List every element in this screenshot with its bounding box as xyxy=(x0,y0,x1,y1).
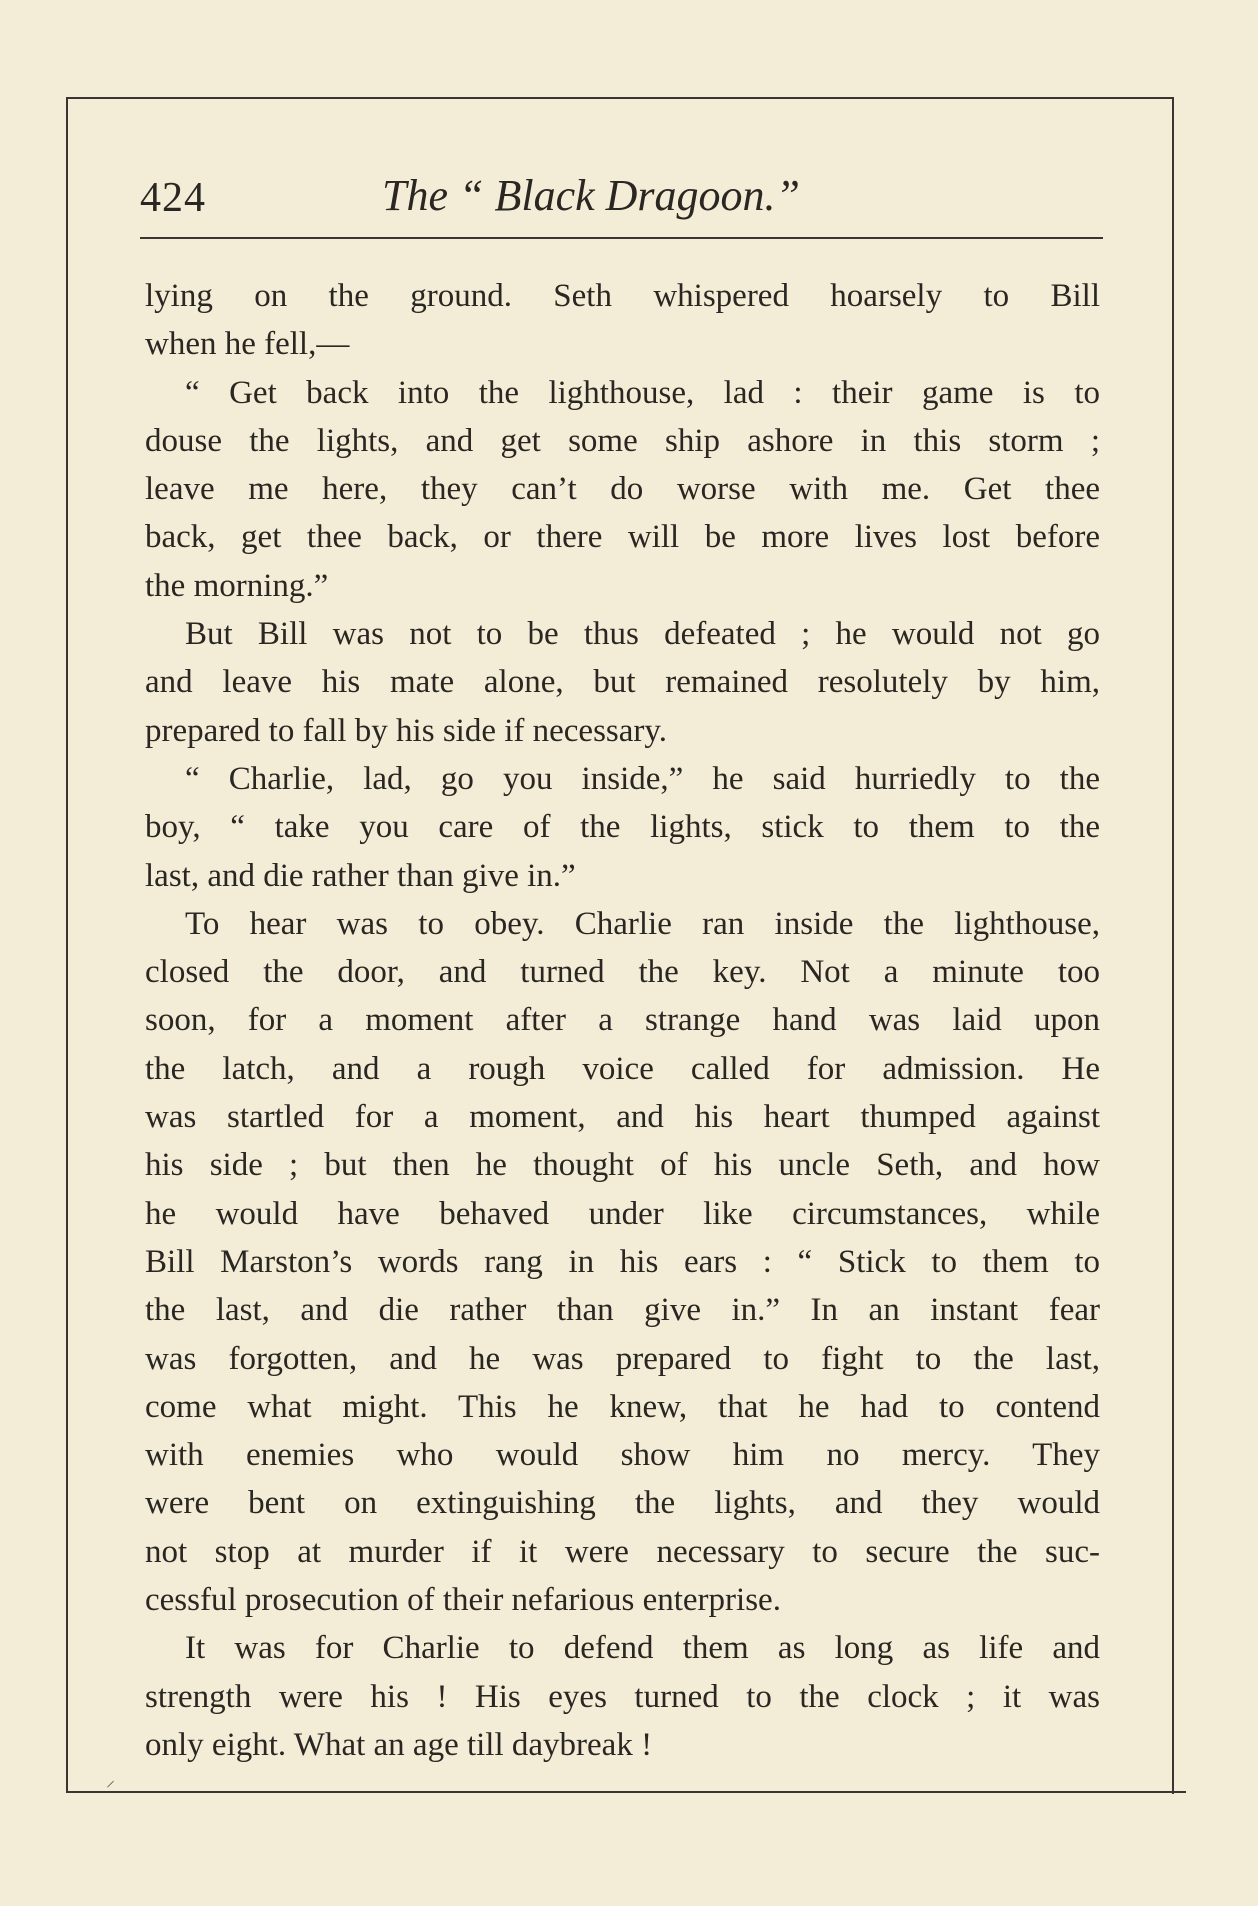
text-line: soon, for a moment after a strange hand was laid upon xyxy=(145,1002,1100,1039)
text-line: was forgotten, and he was prepared to fight to the last, xyxy=(145,1340,1100,1377)
text-line: when he fell,— xyxy=(145,326,350,363)
text-line: It was for Charlie to defend them as long as life and xyxy=(185,1630,1100,1667)
page-frame-top xyxy=(66,97,1172,99)
text-line: prepared to fall by his side if necessary. xyxy=(145,712,668,749)
running-head xyxy=(140,168,1095,230)
text-line: come what might. This he knew, that he had to contend xyxy=(145,1388,1100,1425)
text-line: strength were his ! His eyes turned to the clock ; it was xyxy=(145,1678,1100,1715)
page-number: 424 xyxy=(140,175,206,221)
text-line: not stop at murder if it were necessary to secure the suc- xyxy=(145,1533,1100,1570)
text-line: the morning.” xyxy=(145,567,329,604)
text-line: boy, “ take you care of the lights, stick to them to the xyxy=(145,809,1100,846)
text-line: back, get thee back, or there will be more lives lost before xyxy=(145,519,1100,556)
page-frame-right xyxy=(1172,97,1174,1794)
text-line: leave me here, they can’t do worse with me. Get thee xyxy=(145,471,1100,508)
text-line: the last, and die rather than give in.” In an instant fear xyxy=(145,1292,1100,1329)
text-line: closed the door, and turned the key. Not a minute too xyxy=(145,954,1100,991)
page-frame-left xyxy=(66,97,68,1791)
text-line: Bill Marston’s words rang in his ears : “ Stick to them to xyxy=(145,1243,1100,1280)
text-line: “ Get back into the lighthouse, lad : their game is to xyxy=(185,374,1100,411)
page-frame-bottom xyxy=(66,1791,1186,1793)
text-line: and leave his mate alone, but remained resolutely by him, xyxy=(145,664,1100,701)
text-line: he would have behaved under like circumstances, while xyxy=(145,1195,1100,1232)
body-text xyxy=(145,272,1100,1769)
corner-mark: ⸝ xyxy=(106,1770,115,1790)
text-line: only eight. What an age till daybreak ! xyxy=(145,1726,653,1763)
header-rule xyxy=(140,237,1103,239)
text-line: the latch, and a rough voice called for admission. He xyxy=(145,1050,1100,1087)
text-line: was startled for a moment, and his heart thumped against xyxy=(145,1099,1100,1136)
text-line: But Bill was not to be thus defeated ; he would not go xyxy=(185,616,1100,653)
text-line: douse the lights, and get some ship ashore in this storm ; xyxy=(145,422,1100,459)
text-line: “ Charlie, lad, go you inside,” he said hurriedly to the xyxy=(185,760,1100,797)
text-line: with enemies who would show him no mercy. They xyxy=(145,1437,1100,1474)
text-line: lying on the ground. Seth whispered hoarsely to Bill xyxy=(145,278,1100,314)
text-line: To hear was to obey. Charlie ran inside the lighthouse, xyxy=(185,905,1100,942)
text-line: cessful prosecution of their nefarious enterprise. xyxy=(145,1582,781,1619)
running-title: The “ Black Dragoon.” xyxy=(382,171,800,220)
text-line: his side ; but then he thought of his uncle Seth, and how xyxy=(145,1147,1100,1184)
text-line: were bent on extinguishing the lights, and they would xyxy=(145,1485,1100,1522)
text-line: last, and die rather than give in.” xyxy=(145,857,576,894)
